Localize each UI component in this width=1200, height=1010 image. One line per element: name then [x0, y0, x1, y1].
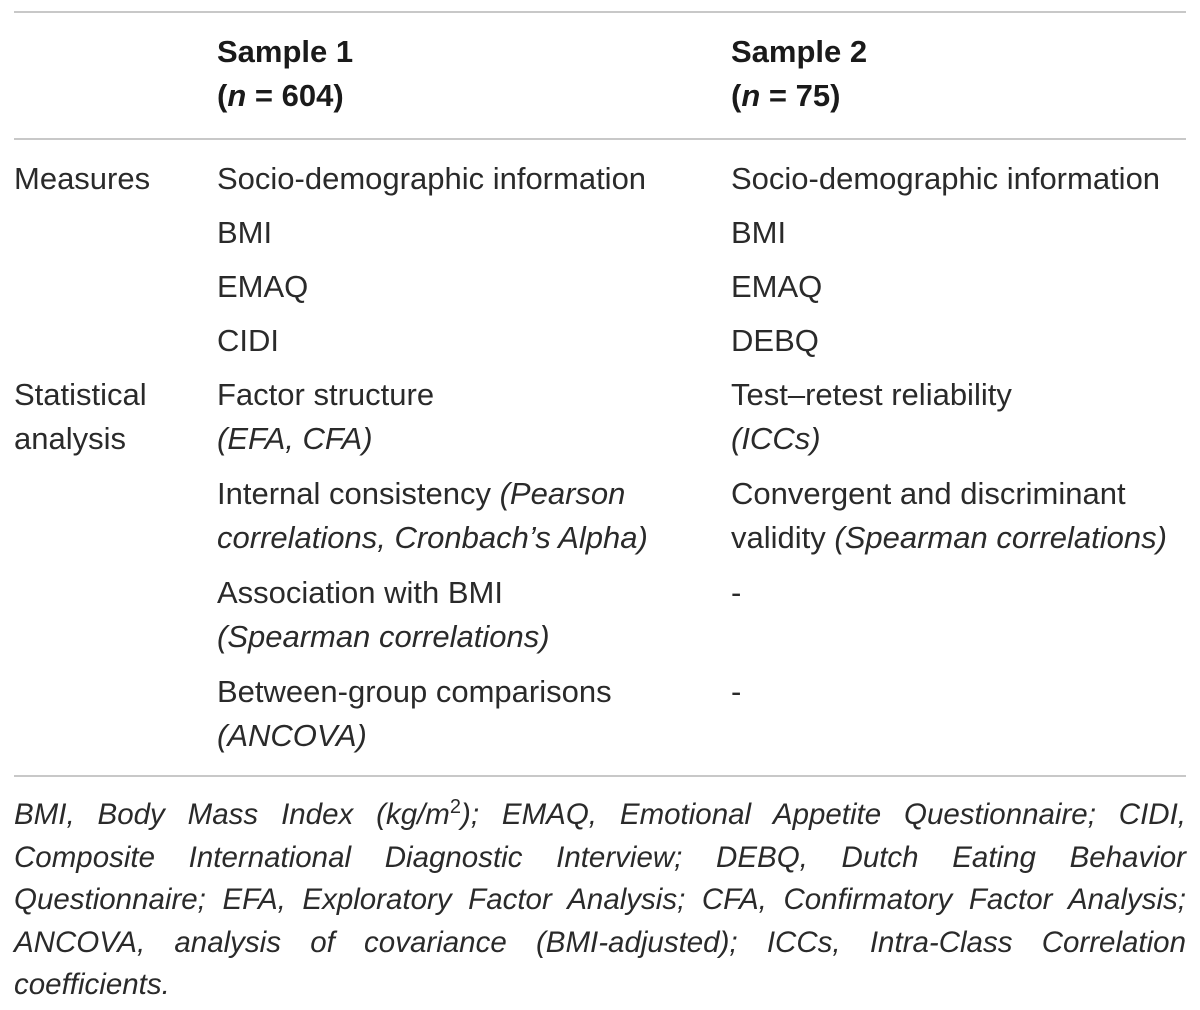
- analysis-s1-2-line2: (Spearman correlations): [217, 619, 550, 654]
- measure-s2-2: EMAQ: [731, 269, 823, 304]
- analysis-s1-1-line1: Internal consistency: [217, 476, 500, 511]
- measure-s1-2: EMAQ: [217, 269, 309, 304]
- analysis-s1-3-line2: (ANCOVA): [217, 718, 367, 753]
- analysis-s1-1-line1-italic: (Pearson: [499, 476, 626, 511]
- row-label-statistical-analysis-line2: analysis: [14, 421, 126, 456]
- analysis-s1-2-line1: Association with BMI: [217, 575, 503, 610]
- measure-s1-3: CIDI: [217, 323, 279, 358]
- header-sample-1-n-label: n: [227, 78, 247, 113]
- analysis-s1-2: [217, 571, 550, 659]
- footnote-superscript: 2: [449, 796, 462, 818]
- header-sample-2-n-value: = 75): [760, 78, 841, 113]
- analysis-s1-3: [217, 670, 612, 758]
- analysis-s2-1: [731, 472, 1167, 560]
- footnote-part1: BMI, Body Mass Index (kg/m: [14, 798, 450, 831]
- analysis-s1-3-line1: Between-group comparisons: [217, 674, 612, 709]
- table-top-rule: [14, 11, 1186, 13]
- analysis-s2-0: [731, 373, 1012, 461]
- row-label-statistical-analysis: [14, 373, 147, 461]
- measure-s2-3: DEBQ: [731, 323, 819, 358]
- analysis-s2-1-line1: Convergent and discriminant: [731, 476, 1126, 511]
- analysis-s1-1-line2: correlations, Cronbach’s Alpha): [217, 520, 648, 555]
- header-sample-2: [731, 30, 867, 118]
- table-footnote: [14, 794, 1186, 1007]
- analysis-s1-0-line2: (EFA, CFA): [217, 421, 373, 456]
- header-sample-1-n-value: = 604): [246, 78, 344, 113]
- header-sample-2-title: Sample 2: [731, 34, 868, 69]
- analysis-s2-0-line1: Test–retest reliability: [731, 377, 1012, 412]
- footnote-part2: ); EMAQ, Emotional Appetite Questionnaire; CIDI, Composite International Diagnostic Interview; DEBQ, Dutch Eating Behavior Questionnaire; EFA, Exploratory Factor Analysis; CFA, Confirmatory Factor Analysis; ANCOVA, analysis of covariance (BMI-adjusted); ICCs, Intra-Class Correlation coefficients.: [14, 798, 1187, 1001]
- analysis-s2-0-line2-italic: (ICCs): [731, 421, 821, 456]
- header-sample-1-title: Sample 1: [217, 34, 354, 69]
- row-label-measures: Measures: [14, 161, 151, 196]
- analysis-s2-1-line2-italic: (Spearman correlations): [834, 520, 1167, 555]
- header-sample-1: [217, 30, 353, 118]
- row-label-statistical-analysis-line1: Statistical: [14, 377, 147, 412]
- header-rule: [14, 138, 1186, 140]
- header-sample-1-n: (n = 604): [217, 78, 344, 113]
- analysis-s1-0-line1: Factor structure: [217, 377, 435, 412]
- header-sample-2-n: (n = 75): [731, 78, 841, 113]
- analysis-s2-3: -: [731, 674, 742, 709]
- analysis-s1-1: [217, 472, 648, 560]
- measure-s2-0: Socio-demographic information: [731, 161, 1161, 196]
- measure-s2-1: BMI: [731, 215, 787, 250]
- measure-s1-0: Socio-demographic information: [217, 161, 647, 196]
- table-bottom-rule: [14, 775, 1186, 777]
- header-sample-2-n-label: n: [741, 78, 761, 113]
- measure-s1-1: BMI: [217, 215, 273, 250]
- analysis-s2-2: -: [731, 575, 742, 610]
- analysis-s1-0: [217, 373, 434, 461]
- analysis-s2-1-line2-plain: validity: [731, 520, 835, 555]
